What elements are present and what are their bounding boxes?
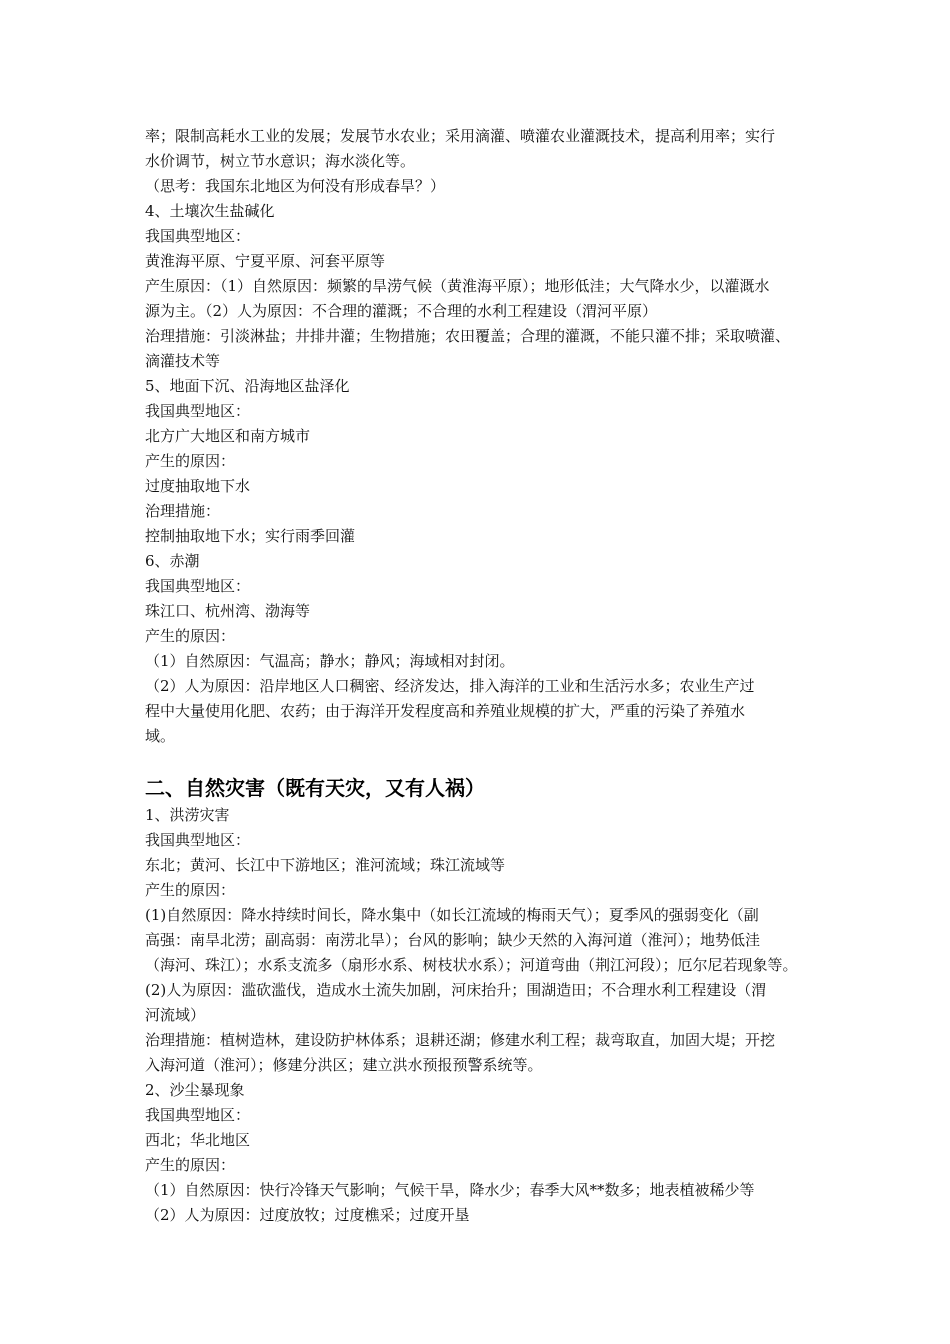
text-line: (2)人为原因：滥砍滥伐，造成水土流失加剧，河床抬升；围湖造田；不合理水利工程建设（渭 — [145, 981, 767, 999]
text-line: 我国典型地区： — [145, 577, 251, 595]
text-line: （1）自然原因：气温高；静水；静风；海域相对封闭。 — [145, 652, 515, 670]
text-line: 治理措施：植树造林，建设防护林体系；退耕还湖；修建水利工程；裁弯取直，加固大堤；开挖 — [145, 1031, 776, 1049]
text-line: 高强：南旱北涝；副高弱：南涝北旱）；台风的影响；缺少天然的入海河道（淮河）；地势低洼 — [145, 931, 761, 949]
text-line: 我国典型地区： — [145, 831, 251, 849]
text-line: 我国典型地区： — [145, 402, 251, 420]
text-line: （2）人为原因：过度放牧；过度樵采；过度开垦 — [145, 1206, 470, 1224]
section-2-heading: 二、自然灾害（既有天灾，又有人祸） — [145, 776, 485, 800]
document-body — [145, 124, 825, 1228]
text-line: （海河、珠江）；水系支流多（扇形水系、树枝状水系）；河道弯曲（荆江河段）；厄尔尼若现象等。 — [145, 956, 798, 974]
text-line: （思考：我国东北地区为何没有形成春旱？） — [145, 177, 446, 195]
text-line: 治理措施： — [145, 502, 221, 520]
text-line: 产生的原因： — [145, 627, 236, 645]
text-line: 北方广大地区和南方城市 — [145, 427, 311, 445]
text-line: （1）自然原因：快行冷锋天气影响；气候干旱，降水少；春季大风**数多；地表植被稀少等 — [145, 1181, 755, 1199]
text-line: 域。 — [145, 727, 176, 745]
text-line: 控制抽取地下水；实行雨季回灌 — [145, 527, 356, 545]
text-line: 6、赤潮 — [145, 552, 200, 570]
text-line: 程中大量使用化肥、农药；由于海洋开发程度高和养殖业规模的扩大，严重的污染了养殖水 — [145, 702, 746, 720]
text-line: 我国典型地区： — [145, 1106, 251, 1124]
section-1-continuation — [145, 124, 825, 749]
text-line: 水价调节，树立节水意识；海水淡化等。 — [145, 152, 416, 170]
text-line: 西北；华北地区 — [145, 1131, 251, 1149]
text-line: 率；限制高耗水工业的发展；发展节水农业；采用滴灌、喷灌农业灌溉技术，提高利用率；实行 — [145, 127, 776, 145]
text-line: （2）人为原因：沿岸地区人口稠密、经济发达，排入海洋的工业和生活污水多；农业生产过 — [145, 677, 755, 695]
text-line: 黄淮海平原、宁夏平原、河套平原等 — [145, 252, 386, 270]
text-line: 产生原因：（1）自然原因：频繁的旱涝气候（黄淮海平原）；地形低洼；大气降水少，以灌溉水 — [145, 277, 770, 295]
text-line: 过度抽取地下水 — [145, 477, 251, 495]
text-line: 治理措施：引淡淋盐；井排井灌；生物措施；农田覆盖；合理的灌溉，不能只灌不排；采取喷灌、 — [145, 327, 791, 345]
text-line: 产生的原因： — [145, 452, 236, 470]
text-line: 产生的原因： — [145, 1156, 236, 1174]
text-line: 东北；黄河、长江中下游地区；淮河流域；珠江流域等 — [145, 856, 506, 874]
section-2-body — [145, 803, 825, 1228]
text-line: 4、土壤次生盐碱化 — [145, 202, 275, 220]
text-line: 源为主。（2）人为原因：不合理的灌溉；不合理的水利工程建设（渭河平原） — [145, 302, 658, 320]
text-line: 我国典型地区： — [145, 227, 251, 245]
text-line: (1)自然原因：降水持续时间长，降水集中（如长江流域的梅雨天气）；夏季风的强弱变化（副 — [145, 906, 759, 924]
text-line: 2、沙尘暴现象 — [145, 1081, 245, 1099]
text-line: 5、地面下沉、沿海地区盐泽化 — [145, 377, 350, 395]
text-line: 入海河道（淮河）；修建分洪区；建立洪水预报预警系统等。 — [145, 1056, 543, 1074]
text-line: 产生的原因： — [145, 881, 236, 899]
text-line: 河流域） — [145, 1006, 206, 1024]
text-line: 珠江口、杭州湾、渤海等 — [145, 602, 311, 620]
text-line: 滴灌技术等 — [145, 352, 221, 370]
text-line: 1、洪涝灾害 — [145, 806, 230, 824]
